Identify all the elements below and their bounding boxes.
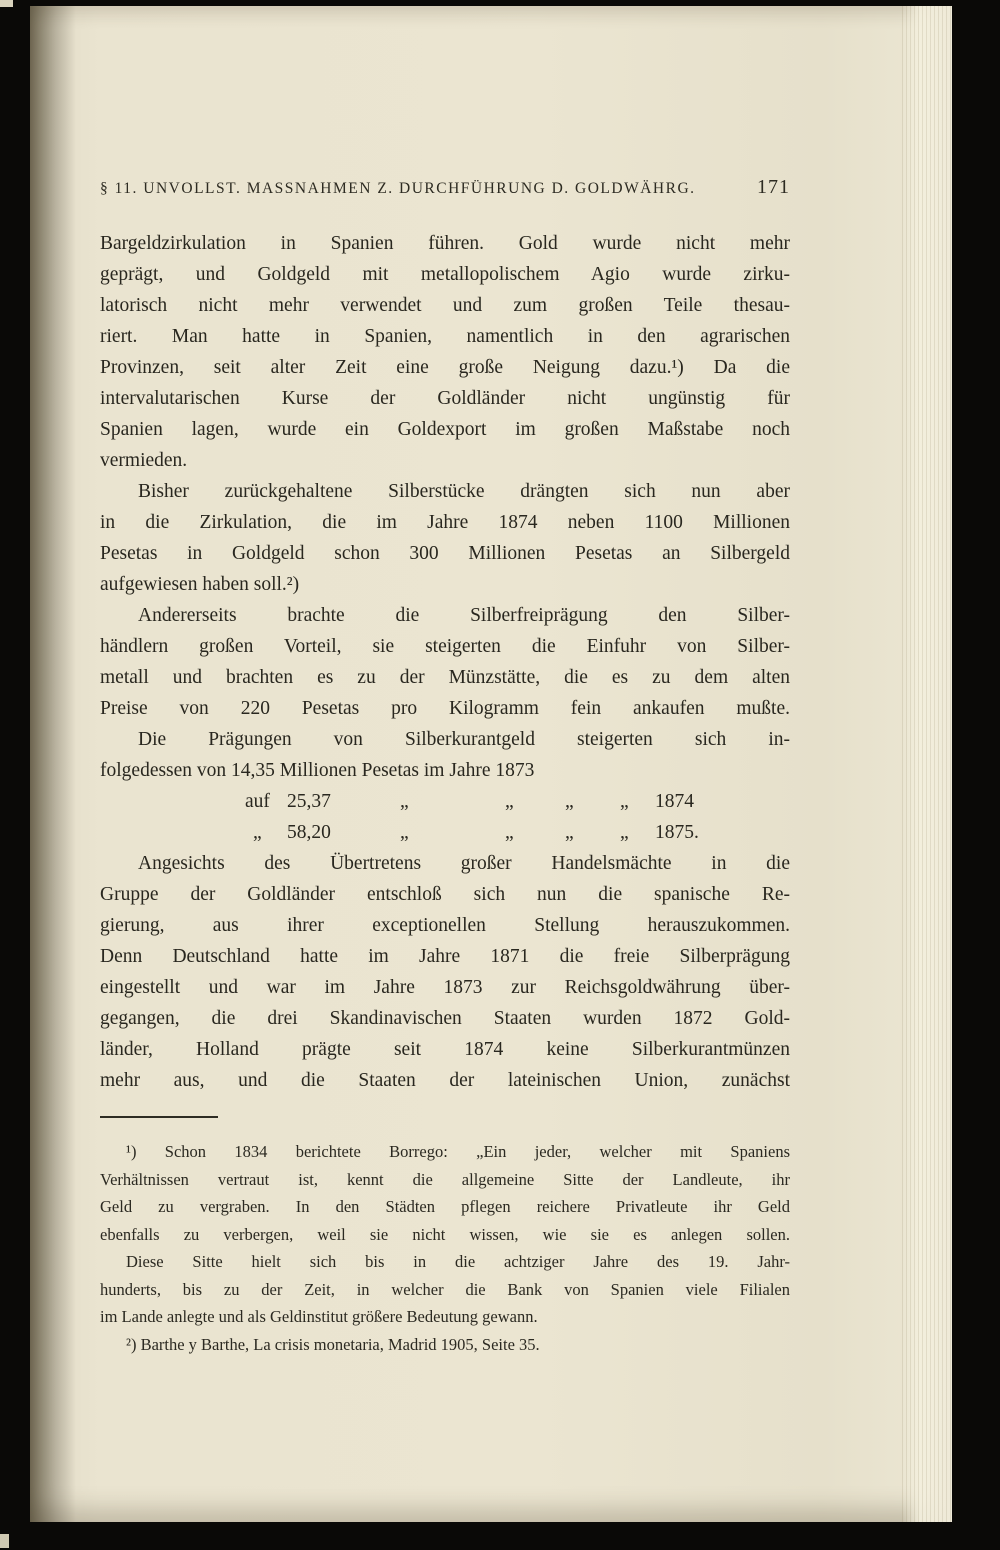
body-line: Pesetas in Goldgeld schon 300 Millionen Pesetas an Silbergeld <box>100 543 790 564</box>
body-line: Provinzen, seit alter Zeit eine große Neigung dazu.¹) Da die <box>100 357 790 378</box>
page-number: 171 <box>757 176 790 198</box>
mintage-row <box>100 817 790 848</box>
body-line: metall und brachten es zu der Münzstätte, die es zu dem alten <box>100 667 790 688</box>
ditto-mark: „ <box>620 822 629 843</box>
body-line: Gruppe der Goldländer entschloß sich nun die spanische Re- <box>100 884 790 905</box>
body-line: gierung, aus ihrer exceptionellen Stellung herauszukommen. <box>100 915 790 936</box>
corner-fragment-bottom <box>0 1534 9 1548</box>
footnote-line: Geld zu vergraben. In den Städten pflegen reichere Privatleute ihr Geld <box>100 1197 790 1216</box>
body-line: Bargeldzirkulation in Spanien führen. Gold wurde nicht mehr <box>100 233 790 254</box>
body-line: folgedessen von 14,35 Millionen Pesetas im Jahre 1873 <box>100 760 535 781</box>
body-line: latorisch nicht mehr verwendet und zum großen Teile thesau- <box>100 295 790 316</box>
footnote-line: Verhältnissen vertraut ist, kennt die allgemeine Sitte der Landleute, ihr <box>100 1169 790 1189</box>
footnote-separator <box>100 1116 218 1118</box>
ditto-mark: „ <box>565 791 574 812</box>
body-line: Denn Deutschland hatte im Jahre 1871 die freie Silberprägung <box>100 946 790 967</box>
gutter-shadow <box>30 6 76 1522</box>
footnote-line: Diese Sitte hielt sich bis in die achtziger Jahre des 19. Jahr- <box>126 1252 790 1271</box>
mintage-prefix: „ <box>253 822 262 843</box>
body-line: eingestellt und war im Jahre 1873 zur Reichsgoldwährung über- <box>100 977 790 998</box>
body-line: Die Prägungen von Silberkurantgeld steigerten sich in- <box>138 729 790 750</box>
mintage-prefix: auf <box>245 791 270 812</box>
mintage-row <box>100 786 790 817</box>
mintage-year: 1874 <box>655 791 694 812</box>
footnote-line: ¹) Schon 1834 berichtete Borrego: „Ein jeder, welcher mit Spaniens <box>126 1142 790 1161</box>
body-line: Preise von 220 Pesetas pro Kilogramm fein ankaufen mußte. <box>100 698 790 719</box>
ditto-mark: „ <box>505 791 514 812</box>
running-title: § 11. UNVOLLST. MASSNAHMEN Z. DURCHFÜHRUNG D. GOLDWÄHRG. <box>100 180 696 197</box>
page-edges <box>902 6 952 1522</box>
body-line: Andererseits brachte die Silberfreiprägung den Silber- <box>138 605 790 626</box>
body-line: vermieden. <box>100 450 188 471</box>
body-line: mehr aus, und die Staaten der lateinischen Union, zunächst <box>100 1070 790 1091</box>
ditto-mark: „ <box>565 822 574 843</box>
body-line: Angesichts des Übertretens großer Handelsmächte in die <box>138 853 790 874</box>
body-line: Spanien lagen, wurde ein Goldexport im großen Maßstabe noch <box>100 419 790 440</box>
footnote-line: ebenfalls zu verbergen, weil sie nicht wissen, wie sie es anlegen sollen. <box>100 1224 790 1244</box>
ditto-mark: „ <box>400 791 409 812</box>
ditto-mark: „ <box>620 791 629 812</box>
body-line: geprägt, und Goldgeld mit metallopolischem Agio wurde zirku- <box>100 264 790 285</box>
body-line: riert. Man hatte in Spanien, namentlich in den agrarischen <box>100 326 790 347</box>
body-line: Bisher zurückgehaltene Silberstücke drängten sich nun aber <box>138 481 790 502</box>
ditto-mark: „ <box>505 822 514 843</box>
mintage-amount: 25,37 <box>287 791 331 812</box>
mintage-year: 1875. <box>655 822 699 843</box>
page-header <box>100 176 790 199</box>
footnotes <box>100 1138 790 1358</box>
footnote-line: hunderts, bis zu der Zeit, in welcher die Bank von Spanien viele Filialen <box>100 1279 790 1299</box>
ditto-mark: „ <box>400 822 409 843</box>
footnote-line: im Lande anlegte und als Geldinstitut größere Bedeutung gewann. <box>100 1307 538 1326</box>
body-line: länder, Holland prägte seit 1874 keine Silberkurantmünzen <box>100 1039 790 1060</box>
body-text <box>100 228 790 1096</box>
mintage-amount: 58,20 <box>287 822 331 843</box>
body-line: händlern großen Vorteil, sie steigerten die Einfuhr von Silber- <box>100 636 790 657</box>
corner-fragment-top <box>0 0 13 7</box>
body-line: gegangen, die drei Skandinavischen Staaten wurden 1872 Gold- <box>100 1008 790 1029</box>
body-line: aufgewiesen haben soll.²) <box>100 574 300 595</box>
footnote-line: ²) Barthe y Barthe, La crisis monetaria, Madrid 1905, Seite 35. <box>126 1334 540 1354</box>
body-line: in die Zirkulation, die im Jahre 1874 neben 1100 Millionen <box>100 512 790 533</box>
body-line: intervalutarischen Kurse der Goldländer nicht ungünstig für <box>100 388 790 409</box>
